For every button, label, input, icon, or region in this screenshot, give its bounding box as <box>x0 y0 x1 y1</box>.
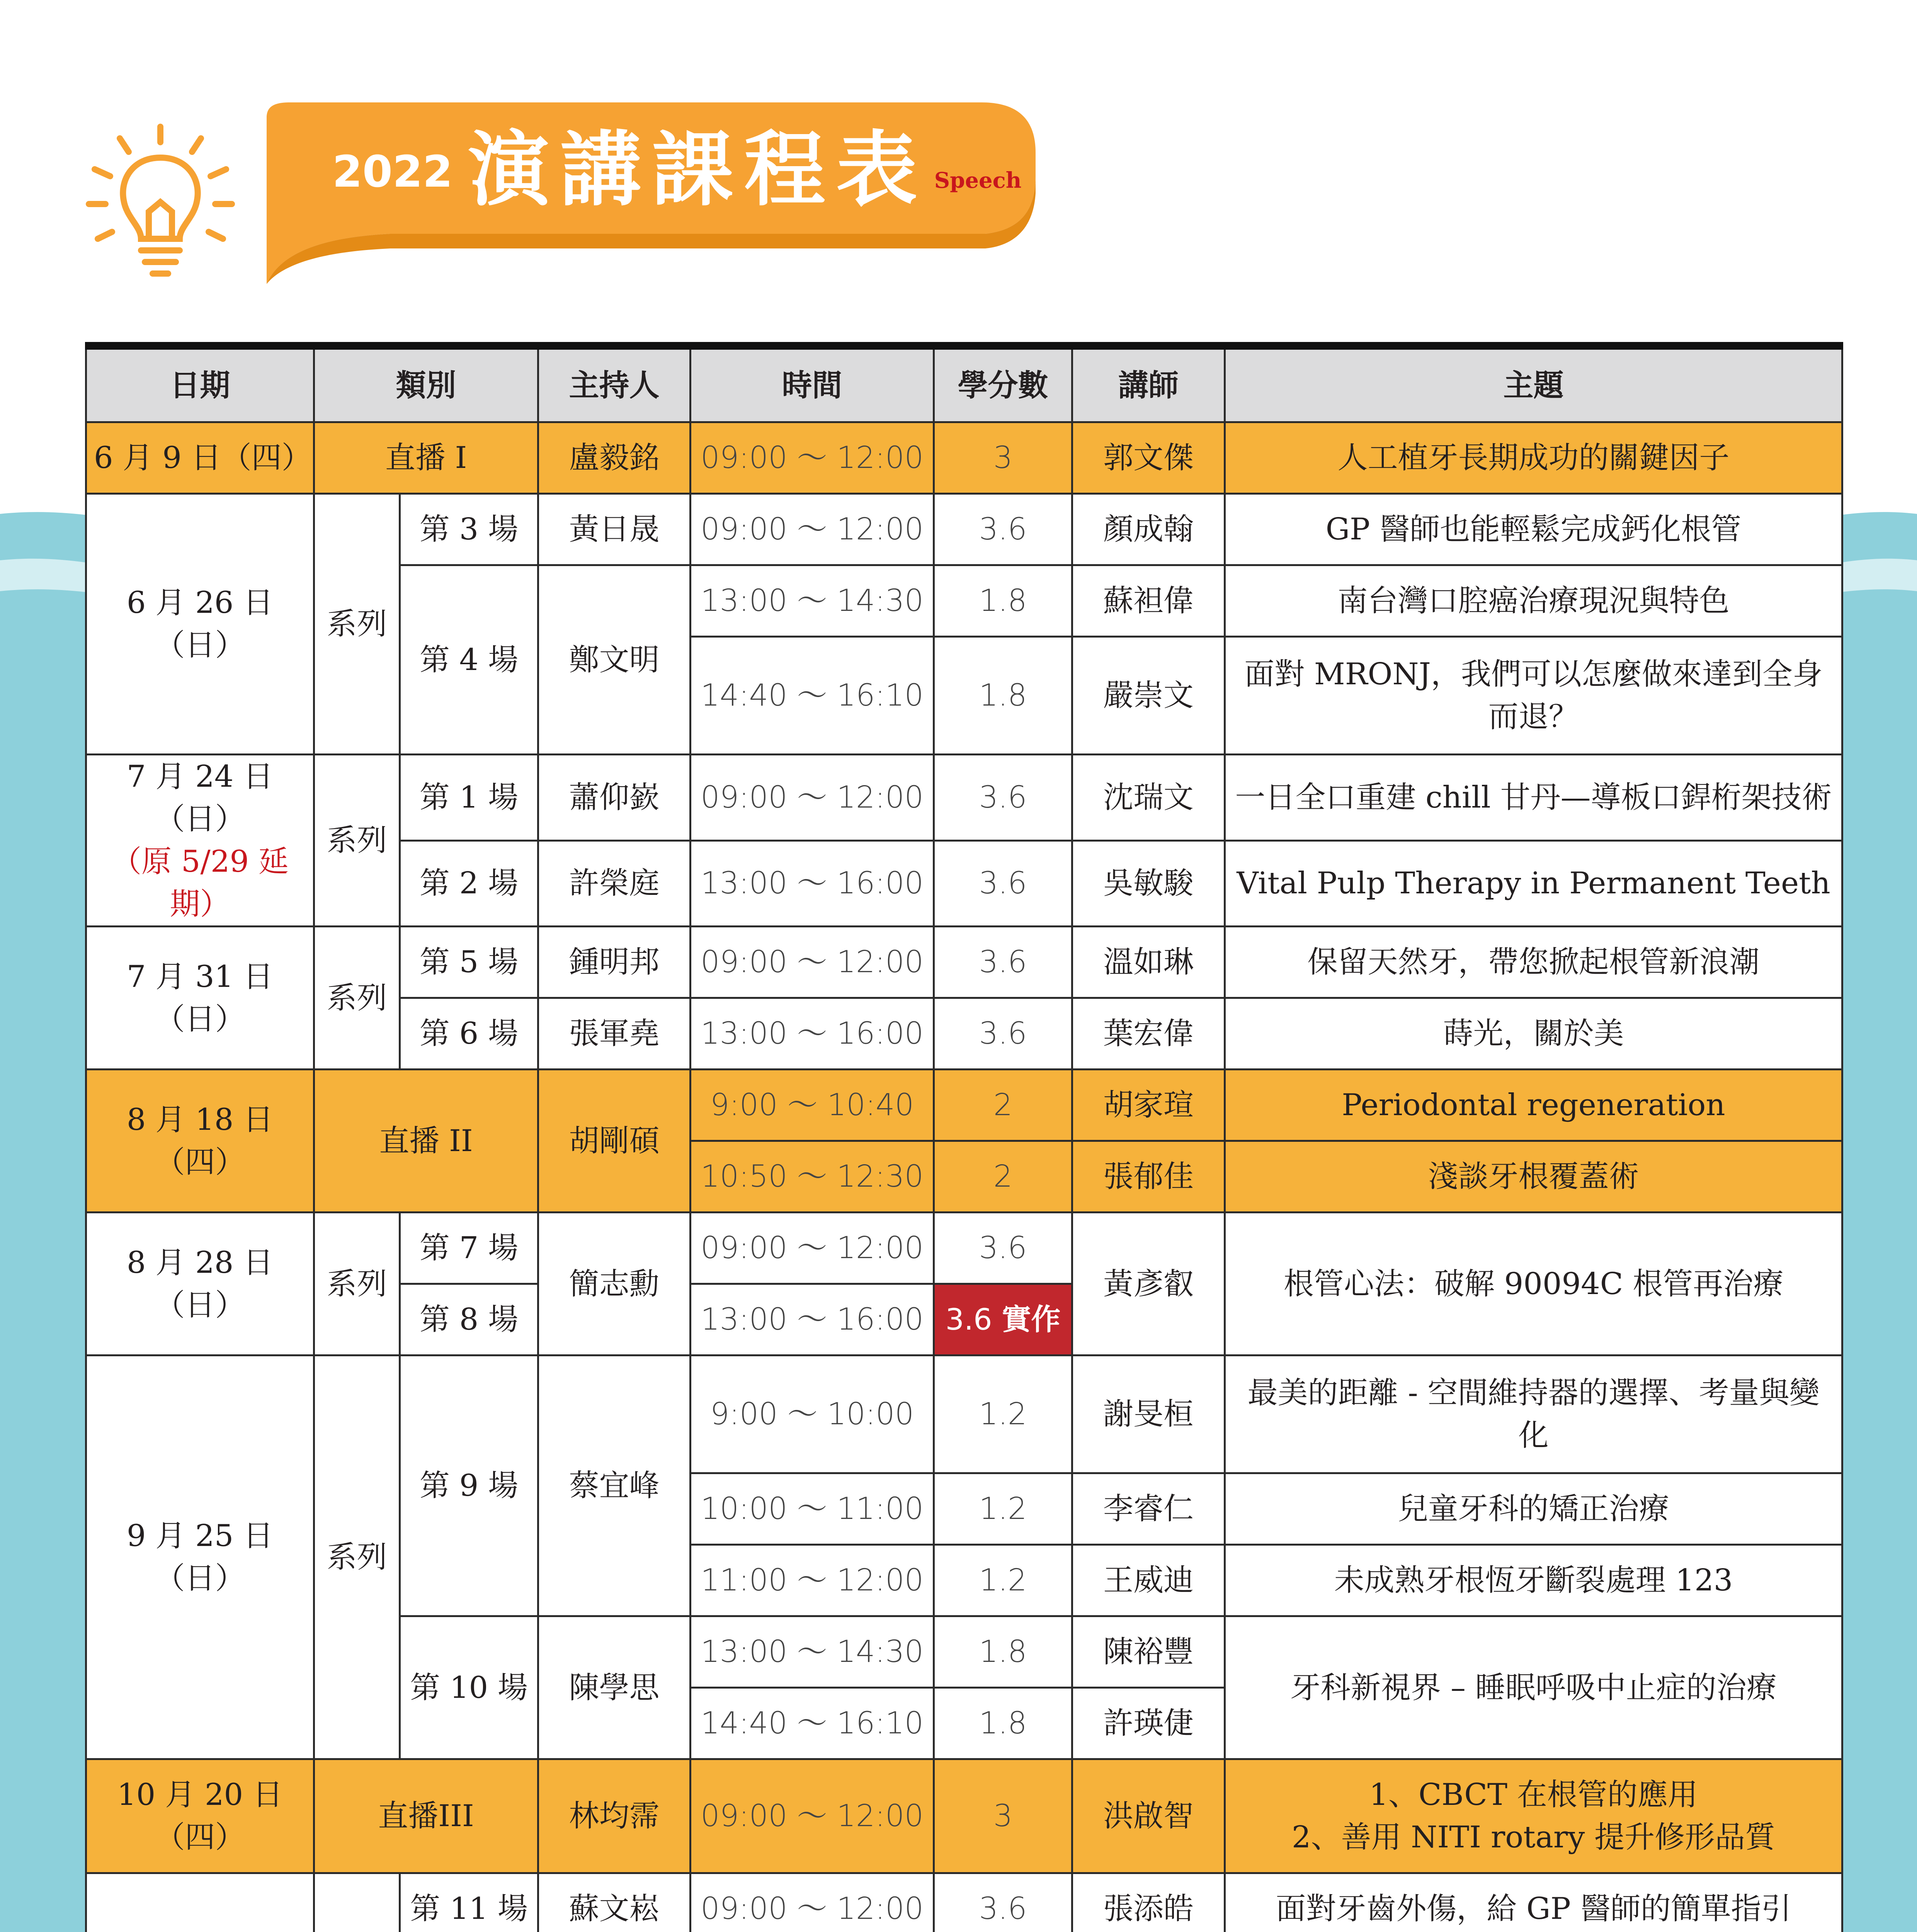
topic-cell: Periodontal regeneration <box>1225 1070 1842 1141</box>
time-cell: 10:50 ～ 12:30 <box>691 1141 934 1213</box>
host-cell: 蔡宜峰 <box>538 1355 691 1616</box>
time-cell: 09:00 ～ 12:00 <box>691 494 934 565</box>
date-cell: 9 月 25 日（日） <box>86 1355 314 1759</box>
credit-cell: 2 <box>934 1070 1072 1141</box>
type-cell: 系列 <box>314 755 400 927</box>
table-row <box>86 422 1842 494</box>
date-cell <box>86 755 314 927</box>
host-cell: 黃日晟 <box>538 494 691 565</box>
date-cell: 8 月 28 日（日） <box>86 1213 314 1355</box>
topic-cell: GP 醫師也能輕鬆完成鈣化根管 <box>1225 494 1842 565</box>
speaker-cell: 蘇袒偉 <box>1072 565 1225 637</box>
topic-cell: 未成熟牙根恆牙斷裂處理 123 <box>1225 1545 1842 1616</box>
column-header: 時間 <box>691 346 934 422</box>
practice-badge: 實作 <box>1002 1302 1061 1337</box>
host-cell: 蘇文崧 <box>538 1873 691 1932</box>
speaker-cell: 溫如琳 <box>1072 927 1225 998</box>
credit-cell: 3.6 <box>934 755 1072 841</box>
session-cell: 第 2 場 <box>400 840 538 927</box>
title-year: 2022 <box>332 147 453 197</box>
date-cell: 8 月 18 日（四） <box>86 1070 314 1213</box>
host-cell: 簡志勳 <box>538 1213 691 1355</box>
topic-cell: 南台灣口腔癌治療現況與特色 <box>1225 565 1842 637</box>
session-cell: 第 8 場 <box>400 1284 538 1355</box>
table-row <box>86 755 1842 841</box>
type-cell: 系列 <box>314 927 400 1070</box>
time-cell: 09:00 ～ 12:00 <box>691 422 934 494</box>
speaker-cell: 許瑛倢 <box>1072 1688 1225 1759</box>
credit-cell: 3.6 <box>934 1213 1072 1284</box>
speaker-cell: 嚴崇文 <box>1072 637 1225 755</box>
host-cell: 鄭文明 <box>538 565 691 755</box>
page-title: 演講課程表 <box>468 122 928 217</box>
topic-cell: 最美的距離 - 空間維持器的選擇、考量與變化 <box>1225 1355 1842 1473</box>
table-row <box>86 1873 1842 1932</box>
speaker-cell: 郭文傑 <box>1072 422 1225 494</box>
session-cell: 第 10 場 <box>400 1616 538 1759</box>
table-row <box>86 1213 1842 1284</box>
credit-cell: 3.6 <box>934 1873 1072 1932</box>
type-cell <box>314 1873 400 1932</box>
topic-cell: 兒童牙科的矯正治療 <box>1225 1473 1842 1545</box>
title-subtitle: Speech <box>934 168 1022 193</box>
credit-cell: 1.8 <box>934 637 1072 755</box>
speaker-cell: 李睿仁 <box>1072 1473 1225 1545</box>
topic-cell: 面對 MRONJ，我們可以怎麼做來達到全身而退？ <box>1225 637 1842 755</box>
speaker-cell: 張添皓 <box>1072 1873 1225 1932</box>
host-cell: 盧毅銘 <box>538 422 691 494</box>
topic-cell: 淺談牙根覆蓋術 <box>1225 1141 1842 1213</box>
topic-cell: 牙科新視界 – 睡眠呼吸中止症的治療 <box>1225 1616 1842 1759</box>
credit-cell: 3.6 <box>934 927 1072 998</box>
session-cell: 第 3 場 <box>400 494 538 565</box>
time-cell: 10:00 ～ 11:00 <box>691 1473 934 1545</box>
credit-value: 3.6 <box>945 1302 992 1337</box>
speaker-cell: 黃彥叡 <box>1072 1213 1225 1355</box>
host-cell: 許榮庭 <box>538 840 691 927</box>
table-row <box>86 1759 1842 1873</box>
credit-cell: 2 <box>934 1141 1072 1213</box>
speaker-cell: 葉宏偉 <box>1072 998 1225 1070</box>
column-header: 類別 <box>314 346 538 422</box>
topic-cell: Vital Pulp Therapy in Permanent Teeth <box>1225 840 1842 927</box>
time-cell: 13:00 ～ 16:00 <box>691 998 934 1070</box>
date-text: 7 月 24 日（日） <box>126 759 274 837</box>
column-header: 講師 <box>1072 346 1225 422</box>
column-header: 主題 <box>1225 346 1842 422</box>
table-row <box>86 927 1842 998</box>
session-cell: 第 9 場 <box>400 1355 538 1616</box>
time-cell: 14:40 ～ 16:10 <box>691 1688 934 1759</box>
topic-cell <box>1225 1759 1842 1873</box>
time-cell: 9:00 ～ 10:40 <box>691 1070 934 1141</box>
speaker-cell: 洪啟智 <box>1072 1759 1225 1873</box>
date-cell: 6 月 9 日（四） <box>86 422 314 494</box>
topic-cell: 面對牙齒外傷，給 GP 醫師的簡單指引 <box>1225 1873 1842 1932</box>
date-cell: 6 月 26 日（日） <box>86 494 314 755</box>
host-cell: 陳學思 <box>538 1616 691 1759</box>
time-cell: 13:00 ～ 16:00 <box>691 1284 934 1355</box>
topic-cell: 人工植牙長期成功的關鍵因子 <box>1225 422 1842 494</box>
date-note: （原 5/29 延期） <box>111 844 289 922</box>
column-header: 學分數 <box>934 346 1072 422</box>
host-cell: 張軍堯 <box>538 998 691 1070</box>
time-cell: 13:00 ～ 16:00 <box>691 840 934 927</box>
time-cell: 9:00 ～ 10:00 <box>691 1355 934 1473</box>
speaker-cell: 沈瑞文 <box>1072 755 1225 841</box>
time-cell: 09:00 ～ 12:00 <box>691 1213 934 1284</box>
title-group <box>332 122 1022 217</box>
session-cell: 第 6 場 <box>400 998 538 1070</box>
time-cell: 14:40 ～ 16:10 <box>691 637 934 755</box>
credit-cell: 1.2 <box>934 1355 1072 1473</box>
speaker-cell: 王威迪 <box>1072 1545 1225 1616</box>
topic-line: 2、善用 NITI rotary 提升修形品質 <box>1291 1820 1776 1855</box>
table-header-row <box>86 346 1842 422</box>
session-cell: 第 11 場 <box>400 1873 538 1932</box>
host-cell: 鍾明邦 <box>538 927 691 998</box>
host-cell: 蕭仰嶔 <box>538 755 691 841</box>
type-cell: 直播III <box>314 1759 538 1873</box>
table-row <box>86 1070 1842 1141</box>
date-cell: 7 月 31 日（日） <box>86 927 314 1070</box>
credit-cell: 3.6 <box>934 998 1072 1070</box>
time-cell: 13:00 ～ 14:30 <box>691 565 934 637</box>
credit-cell: 1.8 <box>934 565 1072 637</box>
type-cell: 系列 <box>314 1355 400 1759</box>
lightbulb-icon <box>83 123 238 285</box>
speaker-cell: 謝旻桓 <box>1072 1355 1225 1473</box>
date-cell <box>86 1873 314 1932</box>
speaker-cell: 胡家瑄 <box>1072 1070 1225 1141</box>
column-header: 日期 <box>86 346 314 422</box>
time-cell: 09:00 ～ 12:00 <box>691 927 934 998</box>
session-cell: 第 7 場 <box>400 1213 538 1284</box>
credit-cell: 3 <box>934 422 1072 494</box>
credit-cell: 3 <box>934 1759 1072 1873</box>
column-header: 主持人 <box>538 346 691 422</box>
topic-cell: 蒔光，關於美 <box>1225 998 1842 1070</box>
time-cell: 11:00 ～ 12:00 <box>691 1545 934 1616</box>
time-cell: 09:00 ～ 12:00 <box>691 755 934 841</box>
table-row <box>86 1355 1842 1473</box>
topic-cell: 保留天然牙，帶您掀起根管新浪潮 <box>1225 927 1842 998</box>
host-cell: 胡剛碩 <box>538 1070 691 1213</box>
date-cell: 10 月 20 日（四） <box>86 1759 314 1873</box>
credit-cell: 3.6 <box>934 840 1072 927</box>
topic-cell: 一日全口重建 chill 甘丹—導板口銲桁架技術 <box>1225 755 1842 841</box>
host-cell: 林均霈 <box>538 1759 691 1873</box>
type-cell: 系列 <box>314 494 400 755</box>
speaker-cell: 吳敏駿 <box>1072 840 1225 927</box>
topic-line: 1、CBCT 在根管的應用 <box>1369 1777 1698 1812</box>
speaker-cell: 張郁佳 <box>1072 1141 1225 1213</box>
practice-credit-cell <box>934 1284 1072 1355</box>
credit-cell: 1.2 <box>934 1473 1072 1545</box>
type-cell: 直播 I <box>314 422 538 494</box>
type-cell: 系列 <box>314 1213 400 1355</box>
credit-cell: 3.6 <box>934 494 1072 565</box>
topic-cell: 根管心法：破解 90094C 根管再治療 <box>1225 1213 1842 1355</box>
session-cell: 第 4 場 <box>400 565 538 755</box>
time-cell: 13:00 ～ 14:30 <box>691 1616 934 1688</box>
session-cell: 第 1 場 <box>400 755 538 841</box>
table-row <box>86 494 1842 565</box>
type-cell: 直播 II <box>314 1070 538 1213</box>
credit-cell: 1.8 <box>934 1688 1072 1759</box>
time-cell: 09:00 ～ 12:00 <box>691 1759 934 1873</box>
speaker-cell: 顏成翰 <box>1072 494 1225 565</box>
time-cell: 09:00 ～ 12:00 <box>691 1873 934 1932</box>
speaker-cell: 陳裕豐 <box>1072 1616 1225 1688</box>
schedule-table <box>85 342 1843 1932</box>
session-cell: 第 5 場 <box>400 927 538 998</box>
credit-cell: 1.8 <box>934 1616 1072 1688</box>
credit-cell: 1.2 <box>934 1545 1072 1616</box>
